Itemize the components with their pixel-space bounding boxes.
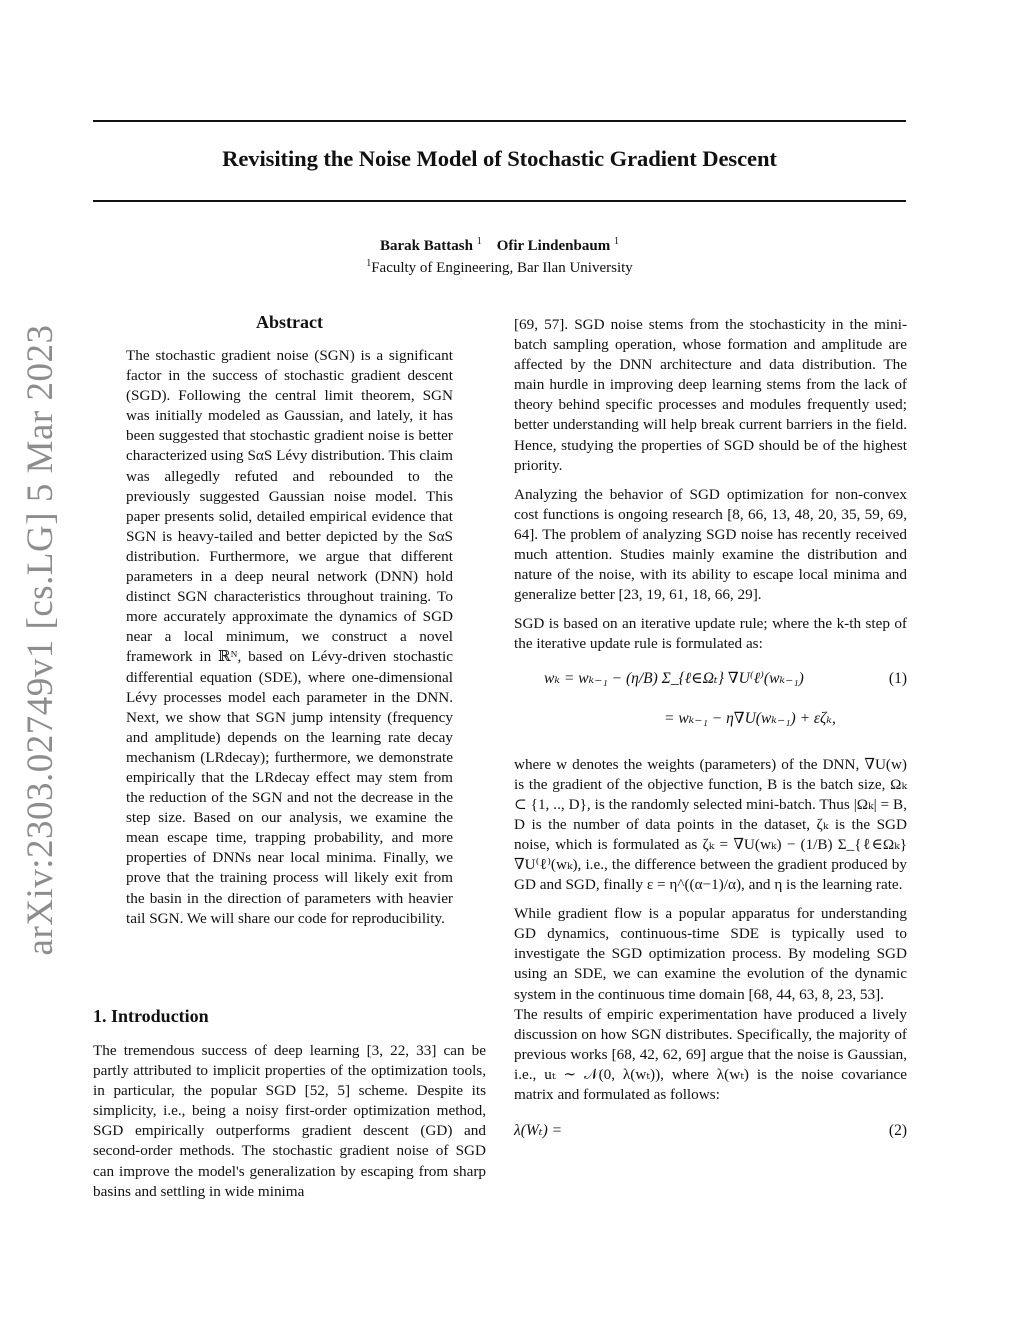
section-heading-introduction: 1. Introduction <box>93 1006 209 1026</box>
paper-title: Revisiting the Noise Model of Stochastic Gradient Descent <box>222 146 777 171</box>
body-paragraph: SGD is based on an iterative update rule; where the k-th step of the iterative update rule is formulated as: <box>514 615 907 653</box>
equation-number: (2) <box>888 1122 907 1140</box>
title-top-rule <box>93 120 906 122</box>
affiliation-mark: 1 <box>366 258 372 269</box>
body-paragraph: While gradient flow is a popular apparatus for understanding GD dynamics, continuous-time SDE is typically used to investigate the SGD optimization process. By modeling SGD using an SDE, we can examine the evolution of the dynamic system in the continuous time domain [68, 44, 63, 8, 23, 53]. <box>514 905 907 1003</box>
equation-2 <box>514 1121 907 1161</box>
right-column <box>514 315 907 1161</box>
body-paragraph: The results of empiric experimentation have produced a lively discussion on how SGN distributes. Specifically, the majority of previous works [68, 42, 62, 69] argue that the noise is Gaussian, i.e., uₜ ∼ 𝒩(0, λ(wₜ)), where λ(wₜ) is the noise covariance matrix and formulated as follows: <box>514 1005 907 1103</box>
abstract-heading: Abstract <box>256 312 323 332</box>
affiliation-text: Faculty of Engineering, Bar Ilan University <box>371 260 633 276</box>
author-affil-mark: 1 <box>476 236 482 247</box>
abstract-text: The stochastic gradient noise (SGN) is a significant factor in the success of stochastic gradient descent (SGD). Following the central limit theorem, SGN was initially modeled as Gaussian, and lately, it has been suggested that stochastic gradient noise is better characterized using SαS Lévy distribution. This claim was allegedly refuted and rebounded to the previously suggested Gaussian noise model. This paper presents solid, detailed empirical evidence that SGN is heavy-tailed and better depicted by the SαS distribution. Furthermore, we argue that different parameters in a deep neural network (DNN) hold distinct SGN characteristics throughout training. To more accurately approximate the dynamics of SGD near a local minimum, we construct a novel framework in ℝᴺ, based on Lévy-driven stochastic differential equation (SDE), where one-dimensional Lévy processes model each parameter in the DNN. Next, we show that SGN jump intensity (frequency and amplitude) depends on the learning rate decay mechanism (LRdecay); furthermore, we demonstrate empirically that the LRdecay effect may stem from the reduction of the SGN and not the decrease in the step size. Based on our analysis, we examine the mean escape time, trapping probability, and more properties of DNNs near local minima. Finally, we prove that the training process will likely exit from the basin in the direction of parameters with heavier tail SGN. We will share our code for reproducibility. <box>126 347 453 927</box>
arxiv-sidebar-id: arXiv:2303.02749v1 [cs.LG] 5 Mar 2023 <box>20 324 61 956</box>
author-line <box>93 236 906 255</box>
intro-paragraph: The tremendous success of deep learning [3, 22, 33] can be partly attributed to implicit properties of the optimization tools, in particular, the popular SGD [52, 5] scheme. Despite its simplicity, i.e., being a noisy first-order optimization method, SGD empirically outperforms gradient descent (GD) and second-order methods. The stochastic gradient noise of SGD can improve the model's generalization by escaping from sharp basins and settling in wide minima <box>93 1042 486 1200</box>
equation-2-lhs: λ(Wₜ) = <box>514 1122 563 1140</box>
title-bottom-rule <box>93 200 906 202</box>
body-paragraph: [69, 57]. SGD noise stems from the stochasticity in the mini-batch sampling operation, whose formation and amplitude are affected by the DNN architecture and data distribution. The main hurdle in improving deep learning stems from the lack of theory behind specific processes and modules frequently used; better understanding will help break current barriers in the field. Hence, studying the properties of SGD should be of the highest priority. <box>514 316 907 474</box>
body-paragraph: where w denotes the weights (parameters) of the DNN, ∇U(w) is the gradient of the objective function, B is the batch size, Ωₖ ⊂ {1, .., D}, is the randomly selected mini-batch. Thus |Ωₖ| = B, D is the number of data points in the dataset, ζₖ is the SGD noise, which is formulated as ζₖ = ∇U(wₖ) − (1/B) Σ_{ℓ∈Ωₖ} ∇U⁽ℓ⁾(wₖ), i.e., the difference between the gradient produced by GD and SGD, finally ε = η^((α−1)/α), and η is the learning rate. <box>514 755 907 894</box>
affiliation <box>93 258 906 277</box>
author-affil-mark: 1 <box>613 236 619 247</box>
author-name: Ofir Lindenbaum <box>496 238 611 254</box>
equation-1 <box>514 669 907 737</box>
equation-number: (1) <box>888 669 907 687</box>
body-paragraph: Analyzing the behavior of SGD optimization for non-convex cost functions is ongoing research [8, 66, 13, 48, 20, 35, 59, 69, 64]. The problem of analyzing SGD noise has recently received much attention. Studies mainly examine the distribution and nature of the noise, with its ability to escape local minima and generalize better [23, 19, 61, 18, 66, 29]. <box>514 485 907 604</box>
equation-1-line-2: = wₖ₋₁ − η∇U(wₖ₋₁) + εζₖ, <box>664 709 836 727</box>
left-column-intro <box>93 1041 486 1202</box>
equation-1-line-1: wₖ = wₖ₋₁ − (η/B) Σ_{ℓ∈Ωₜ} ∇U⁽ℓ⁾(wₖ₋₁) (1) <box>514 669 907 709</box>
author-name: Barak Battash <box>380 238 473 254</box>
